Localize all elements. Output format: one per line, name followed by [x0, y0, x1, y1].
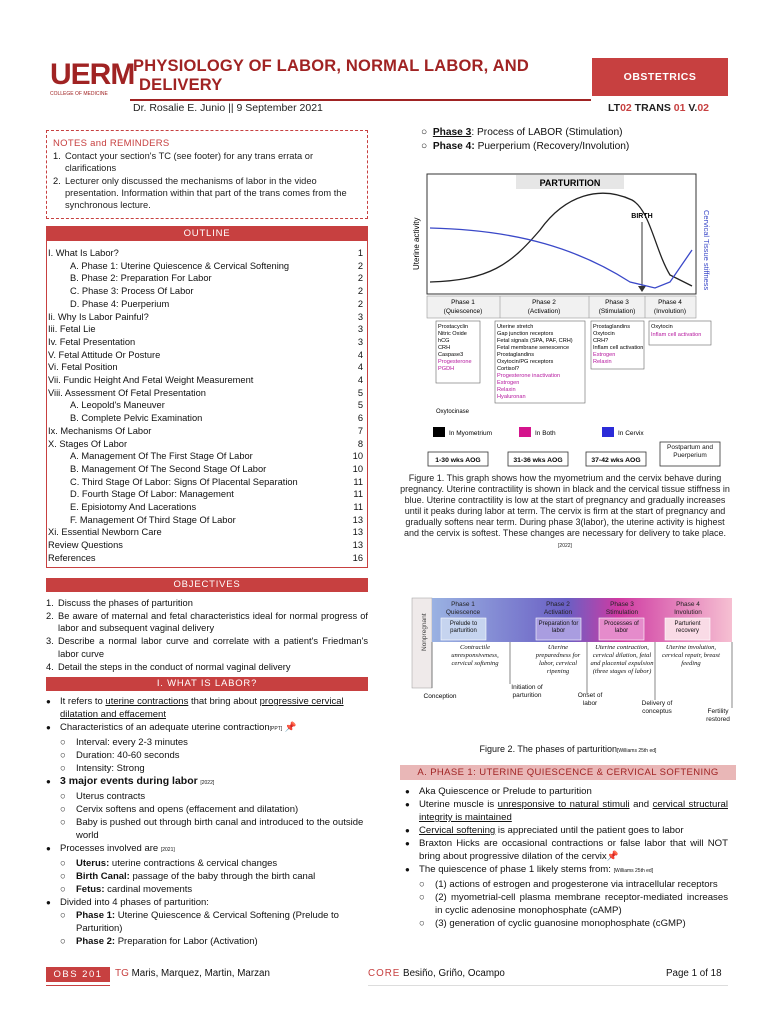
outline-item[interactable]	[47, 488, 367, 501]
bullet-item: ● It refers to uterine contractions that bring about progressive cervical dilatation and effacement	[46, 696, 344, 720]
outline-item[interactable]	[47, 526, 367, 539]
outline-item-page: 7	[357, 425, 363, 436]
outline-item-page: 2	[357, 260, 363, 271]
svg-text:Caspase3: Caspase3	[438, 352, 464, 358]
sub-bullet: ○ Birth Canal: passage of the baby through the birth canal	[60, 871, 316, 882]
outline-list	[47, 247, 367, 565]
outline-item-label: C. Phase 3: Process Of Labor	[70, 286, 194, 297]
uerm-logo	[50, 58, 135, 110]
header-divider	[130, 99, 591, 101]
svg-text:Conception: Conception	[423, 693, 457, 700]
svg-text:Quiescence: Quiescence	[445, 609, 481, 616]
bullet-item: ● The quiescence of phase 1 likely stems from: [Williams 25th ed]	[405, 864, 654, 875]
footer-line	[46, 985, 110, 986]
chart-title: PARTURITION	[539, 178, 601, 188]
outline-item-page: 2	[357, 273, 363, 284]
sub-bullet: ○ (2) myometrial-cell plasma membrane receptor-mediated increases in cyclic adenosine monophosphate (cAMP)	[419, 892, 728, 916]
event-labels	[424, 693, 457, 700]
outline-item-label: A. Management Of The First Stage Of Labor	[70, 451, 253, 462]
outline-item-page: 4	[357, 375, 363, 386]
nonpregnant-label: Nonpregnant	[421, 613, 428, 651]
legend-swatch	[519, 427, 531, 437]
footer-course-code: OBS 201	[46, 967, 110, 982]
y-axis-right-label: Cervical Tissue stiffness	[702, 210, 711, 291]
outline-item[interactable]	[47, 247, 367, 260]
phase-item: ○ Phase 4: Puerperium (Recovery/Involution)	[421, 141, 630, 152]
oxytocinase-label: Oxytocinase	[436, 409, 470, 415]
what-is-labor-list	[46, 695, 368, 948]
bullet-item: ● 3 major events during labor [2022]	[46, 775, 215, 787]
outline-item-label: Iii. Fetal Lie	[48, 324, 96, 335]
svg-text:Fetal membrane senescence: Fetal membrane senescence	[497, 345, 570, 351]
svg-text:Prostaglandins: Prostaglandins	[497, 352, 535, 358]
logo-subtext: COLLEGE OF MEDICINE	[50, 91, 108, 97]
phase-headers	[427, 296, 696, 318]
sub-bullet: ○ Fetus: cardinal movements	[60, 884, 193, 895]
outline-item-label: D. Fourth Stage Of Labor: Management	[70, 489, 234, 500]
outline-item-page: 1	[357, 248, 363, 258]
outline-item-label: B. Complete Pelvic Examination	[70, 413, 203, 424]
phase-name: Phase 1	[451, 299, 475, 306]
svg-text:Phase 4: Phase 4	[676, 601, 700, 608]
plot-frame	[427, 174, 696, 294]
phase-name: Phase 2	[532, 299, 556, 306]
outline-item-page: 11	[353, 502, 363, 513]
outline-item[interactable]	[47, 412, 367, 425]
outline-item[interactable]	[47, 349, 367, 362]
outline-item[interactable]	[47, 260, 367, 273]
outline-item-label: Ii. Why Is Labor Painful?	[48, 311, 149, 322]
svg-text:Oxytocin: Oxytocin	[651, 324, 673, 330]
outline-item[interactable]	[47, 374, 367, 387]
outline-item-page: 2	[357, 286, 363, 297]
bullet-item: ● Cervical softening is appreciated until the patient goes to labor	[405, 825, 684, 836]
footer-tg: TG Maris, Marquez, Martin, Marzan	[115, 968, 270, 979]
birth-label: BIRTH	[631, 213, 653, 220]
outline-item-label: Vii. Fundic Height And Fetal Weight Measurement	[48, 375, 254, 386]
svg-text:(Stimulation): (Stimulation)	[598, 308, 636, 315]
svg-text:Uterine stretch: Uterine stretch	[497, 324, 534, 330]
section-heading-what-is-labor: I. WHAT IS LABOR?	[46, 677, 368, 691]
svg-text:Prostacyclin: Prostacyclin	[438, 324, 469, 330]
objectives-heading: OBJECTIVES	[46, 578, 368, 592]
footer-line	[368, 985, 728, 986]
outline-item-label: References	[48, 552, 96, 563]
outline-item-page: 13	[352, 514, 363, 525]
svg-text:Phase 1: Phase 1	[451, 601, 475, 608]
sub-bullet: ○ Phase 2: Preparation for Labor (Activation)	[60, 936, 258, 947]
svg-text:Phase 2: Phase 2	[546, 601, 570, 608]
outline-item-page: 10	[352, 451, 363, 462]
bullet-item: ● Braxton Hicks are occasional contractions or false labor that will NOT bring about progressive dilation of the cervix📌	[405, 838, 728, 862]
objectives-section	[46, 578, 368, 673]
notes-box	[46, 130, 368, 219]
section-heading-phase-1: A. PHASE 1: UTERINE QUIESCENCE & CERVICAL SOFTENING	[400, 765, 736, 780]
svg-text:Inflam cell activation: Inflam cell activation	[593, 345, 644, 351]
svg-text:Involution: Involution	[674, 609, 702, 616]
sub-bullet: ○ Duration: 40-60 seconds	[60, 750, 180, 761]
outline-item-page: 5	[357, 387, 363, 398]
svg-text:Stimulation: Stimulation	[605, 609, 639, 616]
svg-text:Progesterone inactivation: Progesterone inactivation	[497, 373, 561, 379]
svg-text:Relaxin: Relaxin	[593, 359, 612, 365]
outline-item[interactable]	[47, 438, 367, 451]
outline-item[interactable]	[47, 285, 367, 298]
svg-text:CRH?: CRH?	[593, 338, 609, 344]
outline-item-page: 13	[352, 527, 363, 538]
svg-text:Estrogen: Estrogen	[593, 352, 616, 358]
bullet-item: ● Processes involved are [2021]	[46, 843, 175, 854]
outline-item-page: 3	[357, 311, 363, 322]
svg-text:1-30 wks AOG: 1-30 wks AOG	[435, 457, 481, 464]
svg-text:Progesterone: Progesterone	[438, 359, 472, 365]
outline-item[interactable]	[47, 476, 367, 489]
svg-text:(Activation): (Activation)	[527, 308, 561, 315]
trans-code: LT02 TRANS 01 V.02	[608, 102, 710, 114]
outline-item-page: 10	[352, 463, 363, 474]
outline-item[interactable]	[47, 298, 367, 311]
legend-label: In Myometrium	[449, 430, 492, 437]
svg-text:(Quiescence): (Quiescence)	[443, 308, 483, 315]
sub-bullet: ○ Uterus contracts	[60, 791, 146, 802]
svg-text:Oxytocin: Oxytocin	[593, 331, 615, 337]
footer-core: CORE Besiño, Griño, Ocampo	[368, 968, 505, 979]
sub-bullet: ○ (1) actions of estrogen and progesterone via intracellular receptors	[419, 879, 718, 890]
outline-item-label: C. Third Stage Of Labor: Signs Of Placental Separation	[70, 476, 298, 487]
outline-item-page: 2	[357, 298, 363, 309]
svg-text:PGDH: PGDH	[438, 366, 455, 372]
outline-item[interactable]	[47, 425, 367, 438]
legend-swatch	[602, 427, 614, 437]
outline-item-page: 13	[352, 540, 363, 551]
svg-text:Fetal signals (SPA, PAF, CRH): Fetal signals (SPA, PAF, CRH)	[497, 338, 573, 344]
bullet-item: ● Characteristics of an adequate uterine contraction[PPT] 📌	[46, 722, 297, 733]
sub-bullet: ○ (3) generation of cyclic guanosine monophosphate (cGMP)	[419, 918, 686, 929]
notes-heading: NOTES and REMINDERS	[53, 138, 170, 149]
outline-item-page: 3	[357, 324, 363, 335]
svg-text:Estrogen: Estrogen	[497, 380, 520, 386]
sub-bullet: ○ Phase 1: Uterine Quiescence & Cervical Softening (Prelude to Parturition)	[60, 910, 339, 934]
y-axis-left-label: Uterine activity	[412, 217, 421, 270]
outline-item[interactable]	[47, 323, 367, 336]
outline-item-label: I. What Is Labor?	[48, 248, 119, 258]
outline-item-page: 3	[357, 336, 363, 347]
outline-item[interactable]	[47, 361, 367, 374]
outline-item-page: 8	[357, 438, 363, 449]
svg-text:(Involution): (Involution)	[653, 308, 687, 315]
outline-item-label: Xi. Essential Newborn Care	[48, 527, 162, 538]
bullet-item: ● Uterine muscle is unresponsive to natural stimuli and cervical structural integrity is maintained	[405, 799, 728, 823]
bullet-item: ● Divided into 4 phases of parturition:	[46, 897, 209, 908]
outline-item-label: B. Management Of The Second Stage Of Labor	[70, 463, 267, 474]
phase-name: Phase 4	[658, 299, 682, 306]
outline-item-page: 11	[353, 476, 363, 487]
phase-item: ○ Phase 3: Process of LABOR (Stimulation)	[421, 127, 623, 138]
postpartum-label: Postpartum and Puerperium	[667, 444, 713, 459]
objective-item: 2. Be aware of maternal and fetal characteristics ideal for normal progress of labor and subsequent vaginal delivery	[46, 610, 368, 634]
outline-item[interactable]	[47, 501, 367, 514]
outline-item-page: 6	[357, 413, 363, 424]
legend-label: In Both	[535, 430, 556, 437]
outline-item-page: 4	[357, 362, 363, 373]
svg-text:Oxytocin/PG receptors: Oxytocin/PG receptors	[497, 359, 554, 365]
svg-text:31-36 wks AOG: 31-36 wks AOG	[513, 457, 563, 464]
legend	[433, 427, 644, 437]
outline-item-page: 11	[353, 489, 363, 500]
figure-1-caption: Figure 1. This graph shows how the myometrium and the cervix behave during pregnancy. Uterine contractility is shown in black and the cervical tissue stiffness in blue. Uterine contractility is low at the start of pregnancy and gradually increases until it peaks during labor at term. The cervix is firm at the start of pregnancy and gradually softens near term. During phase 3(labor), the uterine activity is highest and the cervix is softest. These changes are necessary for delivery to take place. [2022]	[400, 473, 730, 549]
outline-item-label: Viii. Assessment Of Fetal Presentation	[48, 387, 206, 398]
notes-item: 2. Lecturer only discussed the mechanisms of labor in the video presentation. Information within that part of the trans comes from the synchronous lecture.	[53, 175, 347, 211]
pin-icon: 📌	[284, 722, 297, 733]
outline-box	[46, 226, 368, 568]
objective-item: 1. Discuss the phases of parturition	[46, 598, 193, 608]
page-title: PHYSIOLOGY OF LABOR, NORMAL LABOR, AND DELIVERY	[133, 57, 529, 94]
outline-item-label: Ix. Mechanisms Of Labor	[48, 425, 152, 436]
svg-text:37-42 wks AOG: 37-42 wks AOG	[591, 457, 641, 464]
figure-2-caption: Figure 2. The phases of parturition[Williams 25th ed]	[479, 744, 657, 754]
svg-text:Inflam cell activation: Inflam cell activation	[651, 332, 702, 338]
outline-item-label: B. Phase 2: Preparation For Labor	[70, 273, 212, 284]
aog-boxes	[428, 452, 646, 466]
svg-text:Nitric Oxide: Nitric Oxide	[438, 331, 467, 337]
outline-heading: OUTLINE	[47, 227, 367, 241]
outline-item-page: 5	[357, 400, 363, 411]
outline-item-label: A. Leopold's Maneuver	[70, 400, 165, 411]
legend-label: In Cervix	[618, 430, 644, 437]
outline-item[interactable]	[47, 539, 367, 552]
outline-item[interactable]	[47, 272, 367, 285]
lecturer-line: Dr. Rosalie E. Junio || 9 September 2021	[133, 102, 323, 114]
outline-item-label: D. Phase 4: Puerperium	[70, 298, 170, 309]
svg-text:Gap junction receptors: Gap junction receptors	[497, 331, 554, 337]
outline-item-label: Iv. Fetal Presentation	[48, 336, 136, 347]
outline-item-label: E. Episiotomy And Lacerations	[70, 502, 197, 513]
subject-badge: OBSTETRICS	[592, 58, 728, 96]
sub-bullet: ○ Cervix softens and opens (effacement and dilatation)	[60, 804, 299, 815]
svg-text:CRH: CRH	[438, 345, 451, 351]
outline-item[interactable]	[47, 463, 367, 476]
figure-2-phases-diagram: Nonpregnant Phase 1Quiescence Phase 2Activation Phase 3Stimulation Phase 4Involution Prelude to parturition Preparation for labor Processes of labor Parturient recovery Contractile unresponsiveness, cervical softening Uterine preparedness for labor, cervical ripening Uterine contraction, cervical dilation, fetal and placental expulsion (three stages of labor) Uterine involution, cervical repair, breast feeding Conception Initiation of parturition Onset of labor Delivery of conceptus Fertility restored	[400, 596, 736, 736]
phase-1-list	[405, 785, 728, 930]
outline-item-label: Vi. Fetal Position	[48, 362, 118, 373]
sub-bullet: ○ Interval: every 2-3 minutes	[60, 737, 188, 748]
phase-name: Phase 3	[605, 299, 629, 306]
objective-item: 4. Detail the steps in the conduct of normal vaginal delivery	[46, 661, 291, 672]
bullet-item: ● Aka Quiescence or Prelude to parturition	[405, 786, 592, 797]
outline-item-page: 16	[352, 552, 363, 563]
figure-1-parturition-graph	[400, 170, 730, 470]
svg-text:Cortisol?: Cortisol?	[497, 366, 520, 372]
outline-item[interactable]	[47, 387, 367, 400]
outline-item-label: Review Questions	[48, 540, 123, 551]
phase-list-continued	[421, 126, 629, 154]
outline-item[interactable]	[47, 336, 367, 349]
logo-text: UERM	[50, 58, 135, 91]
svg-text:Hyaluronan: Hyaluronan	[497, 394, 526, 400]
notes-item: 1. Contact your section's TC (see footer) for any trans errata or clarifications	[53, 151, 314, 174]
footer-page-number: Page 1 of 18	[666, 968, 722, 979]
svg-text:Relaxin: Relaxin	[497, 387, 516, 393]
outline-item[interactable]	[47, 450, 367, 463]
outline-item-label: V. Fetal Attitude Or Posture	[48, 349, 161, 360]
outline-item[interactable]	[47, 514, 367, 527]
objective-item: 3. Describe a normal labor curve and correlate with a patient's Friedman's labor curve	[46, 636, 368, 659]
svg-text:Prostaglandins: Prostaglandins	[593, 324, 631, 330]
factor-boxes	[436, 321, 711, 415]
sub-bullet: ○ Intensity: Strong	[60, 763, 145, 774]
outline-item[interactable]	[47, 552, 367, 565]
sub-bullet: ○ Baby is pushed out through birth canal and introduced to the outside world	[60, 817, 364, 841]
svg-text:hCG: hCG	[438, 338, 450, 344]
outline-item[interactable]	[47, 399, 367, 412]
outline-item-label: F. Management Of Third Stage Of Labor	[70, 514, 236, 525]
svg-text:Phase 3: Phase 3	[610, 601, 634, 608]
outline-item-page: 4	[357, 349, 363, 360]
svg-text:Activation: Activation	[543, 609, 573, 616]
outline-item-label: X. Stages Of Labor	[48, 438, 128, 449]
pin-icon: 📌	[606, 851, 619, 862]
sub-bullet: ○ Uterus: uterine contractions & cervical changes	[60, 858, 278, 869]
outline-item-label: A. Phase 1: Uterine Quiescence & Cervical Softening	[70, 260, 290, 271]
outline-item[interactable]	[47, 311, 367, 324]
legend-swatch	[433, 427, 445, 437]
